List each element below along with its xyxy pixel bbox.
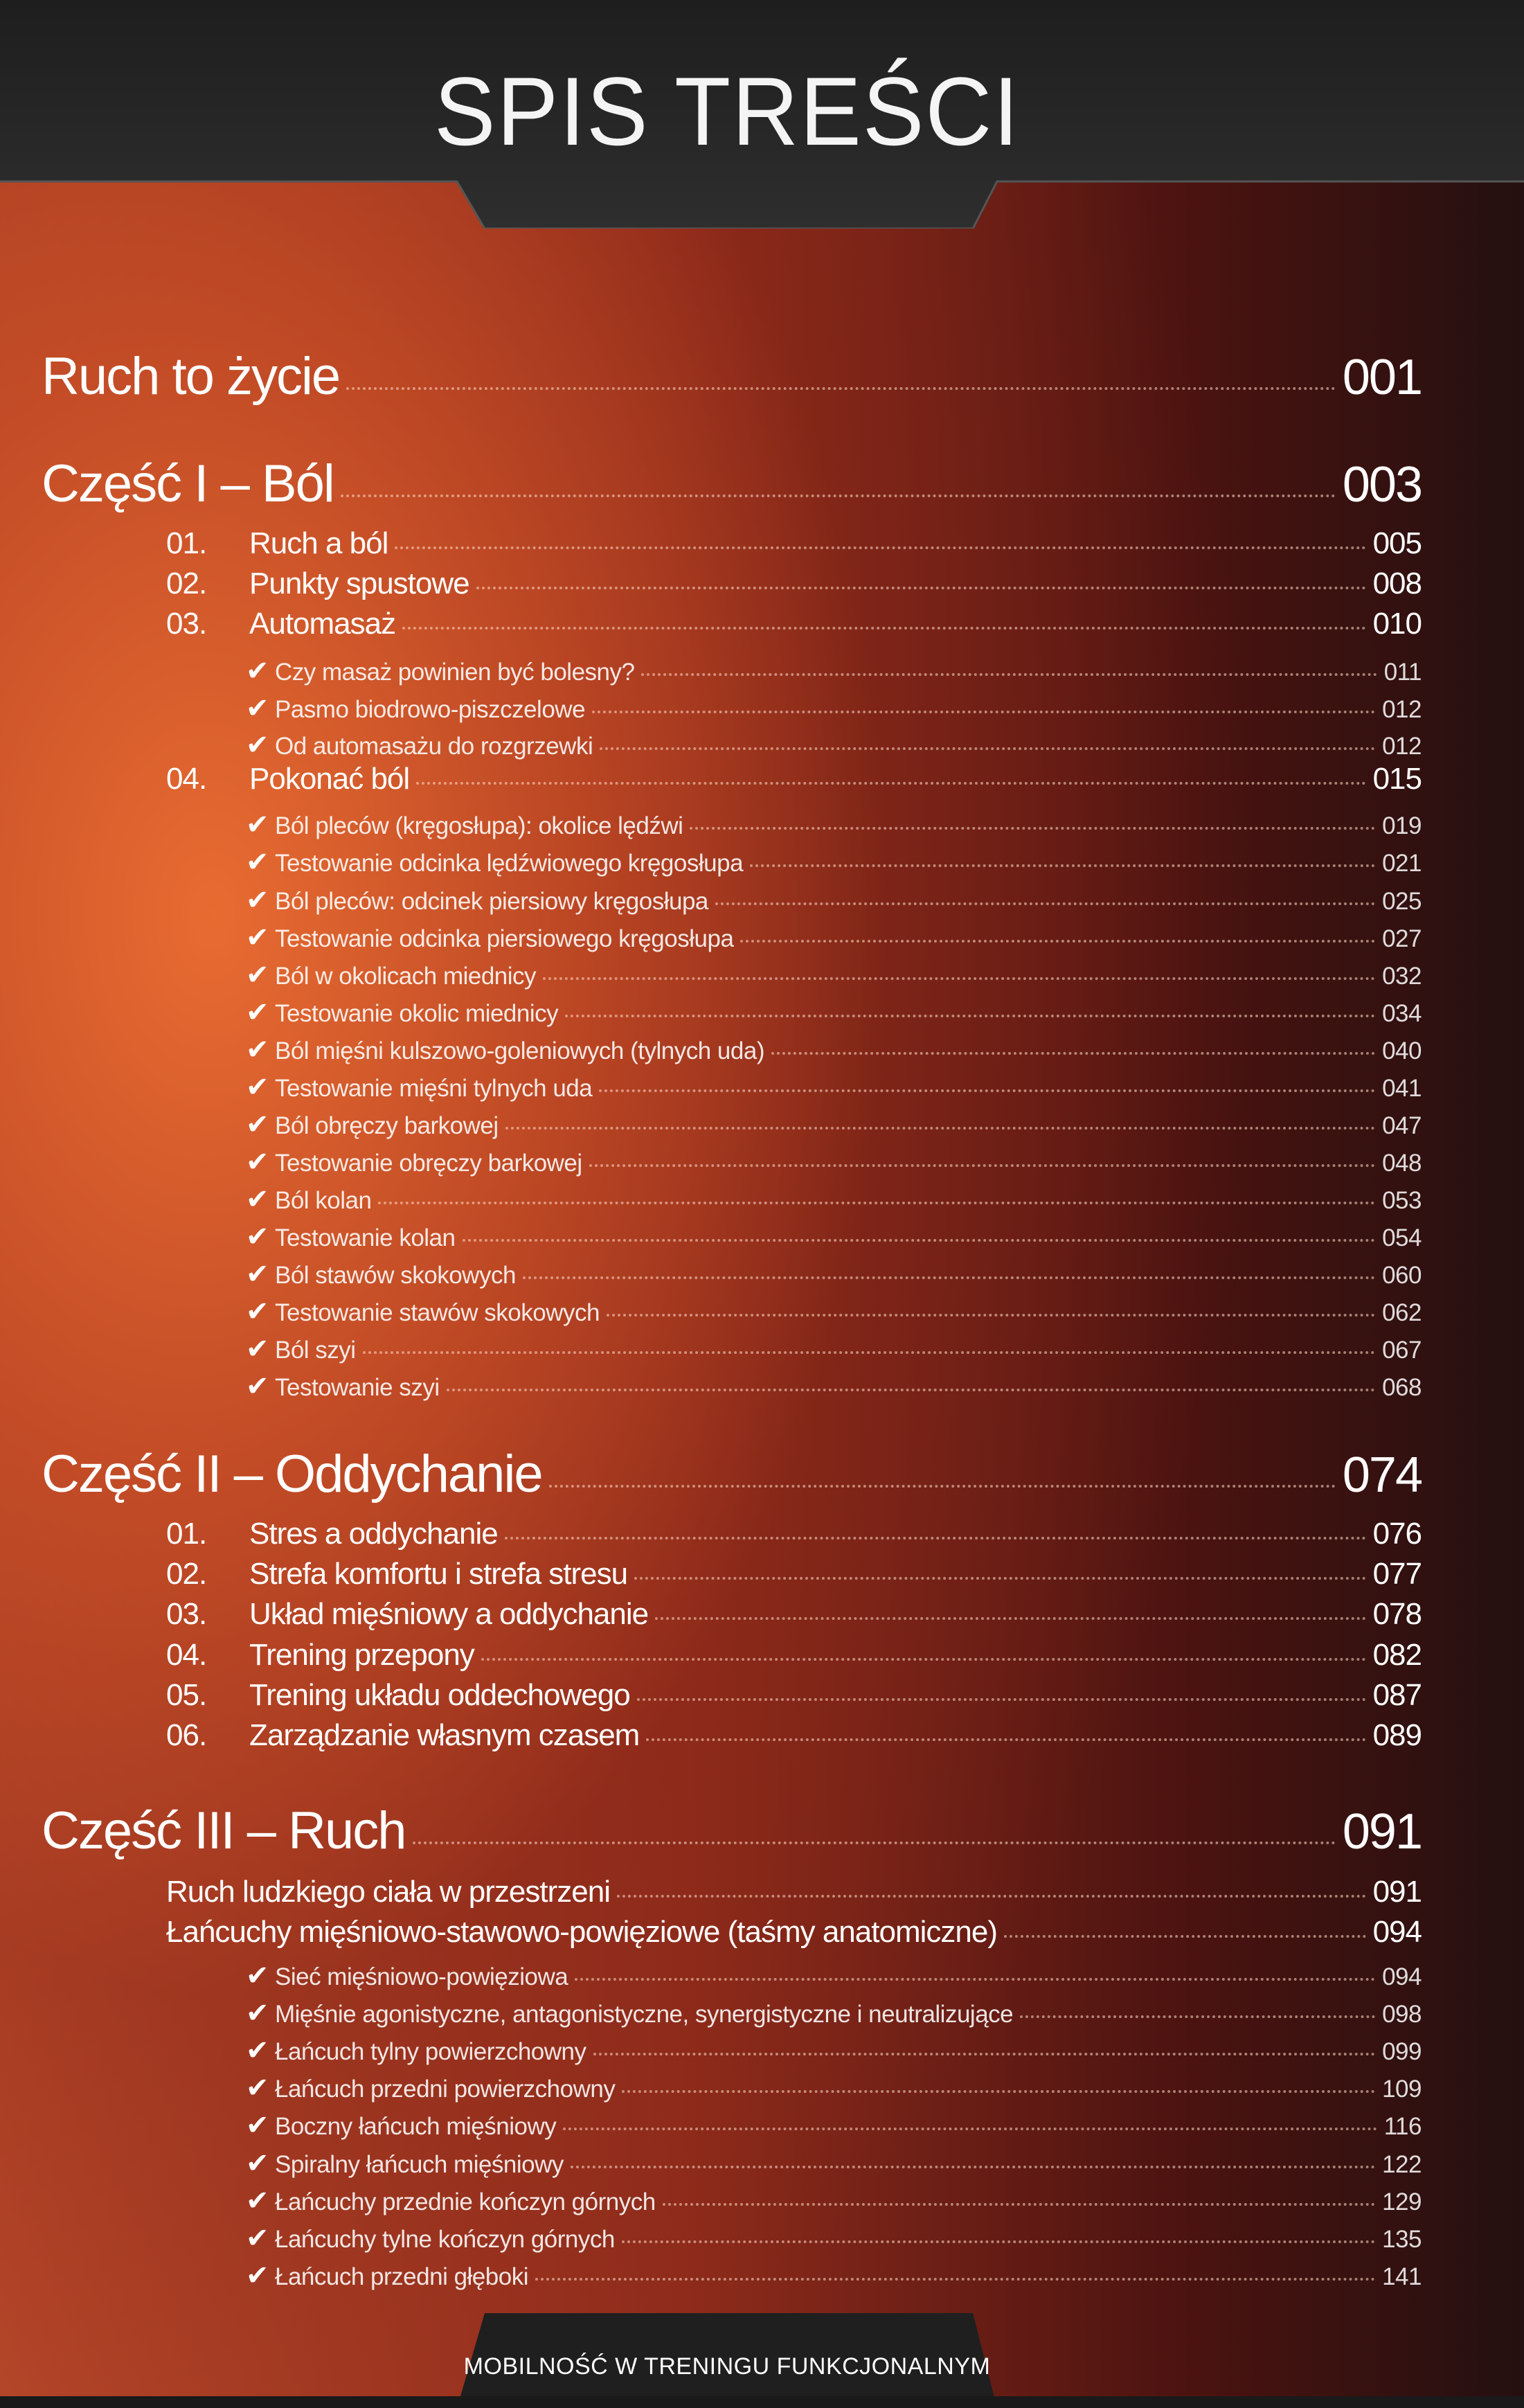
toc-page-number: 032 xyxy=(1382,963,1422,990)
checkmark-icon: ✔ xyxy=(246,847,269,877)
toc-entry xyxy=(166,762,1422,796)
toc-entry xyxy=(246,2110,1422,2141)
toc-page-number: 078 xyxy=(1372,1597,1422,1631)
toc-chapter-number: 03. xyxy=(166,607,207,641)
toc-entry-label xyxy=(246,1296,600,1328)
toc-entry-label xyxy=(246,2148,564,2179)
dot-leader xyxy=(599,1089,1375,1092)
toc-entry xyxy=(246,2185,1422,2217)
toc-entry-label xyxy=(246,959,536,991)
checkmark-icon: ✔ xyxy=(246,1035,269,1065)
toc-entry-title: Zarządzanie własnym czasem xyxy=(249,1718,640,1752)
toc-page-number: 008 xyxy=(1372,567,1422,600)
toc-entry-title: Testowanie kolan xyxy=(275,1224,456,1251)
toc-page-number: 089 xyxy=(1372,1718,1422,1752)
checkmark-icon: ✔ xyxy=(246,2035,269,2066)
toc-entry-title: Ból pleców (kręgosłupa): okolice lędźwi xyxy=(275,812,683,839)
toc-entry-title: Część II – Oddychanie xyxy=(42,1445,542,1504)
checkmark-icon: ✔ xyxy=(246,960,269,990)
toc-entry-label xyxy=(166,1678,630,1713)
toc-page-number: 012 xyxy=(1382,696,1422,723)
toc-entry-title: Trening przepony xyxy=(249,1638,474,1672)
toc-page-number: 027 xyxy=(1382,925,1422,952)
dot-leader xyxy=(663,2203,1375,2206)
checkmark-icon: ✔ xyxy=(246,1296,269,1327)
toc-entry-label xyxy=(166,1915,997,1950)
dot-leader xyxy=(622,2240,1375,2243)
toc-entry xyxy=(246,1371,1422,1402)
toc-entry-label xyxy=(246,2222,615,2254)
toc-page-number: 099 xyxy=(1382,2038,1422,2065)
toc-page-number: 025 xyxy=(1382,888,1422,915)
toc-chapter-number: 02. xyxy=(166,567,207,600)
toc-chapter-number: 01. xyxy=(166,526,207,560)
toc-entry-label xyxy=(166,1517,498,1551)
dot-leader xyxy=(575,1978,1375,1981)
dot-leader xyxy=(589,1164,1375,1167)
page-title: SPIS TREŚCI xyxy=(433,57,1021,166)
toc-entry xyxy=(42,1444,1422,1504)
toc-entry-title: Ból obręczy barkowej xyxy=(275,1112,499,1139)
toc-entry-title: Ból stawów skokowych xyxy=(275,1262,516,1289)
toc-page-number: 040 xyxy=(1382,1037,1422,1064)
toc-entry-label xyxy=(42,1801,406,1861)
toc-entry xyxy=(166,1597,1422,1632)
dot-leader xyxy=(607,1314,1375,1317)
dot-leader xyxy=(771,1052,1375,1055)
toc-entry-title: Trening układu oddechowego xyxy=(249,1678,630,1712)
toc-entry-label xyxy=(246,1960,568,1992)
toc-entry-label xyxy=(246,2035,586,2067)
dot-leader xyxy=(402,627,1365,630)
toc-entry xyxy=(246,1109,1422,1141)
checkmark-icon: ✔ xyxy=(246,1109,269,1140)
toc-entry xyxy=(246,1221,1422,1253)
toc-page-number: 047 xyxy=(1382,1112,1422,1139)
toc-entry-title: Testowanie odcinka piersiowego kręgosłupa xyxy=(275,925,734,952)
toc-page-number: 094 xyxy=(1382,1963,1422,1990)
toc-entry-label xyxy=(246,1034,764,1066)
toc-entry-label xyxy=(246,729,593,761)
dot-leader xyxy=(341,494,1336,497)
dot-leader xyxy=(413,1841,1336,1844)
toc-entry-title: Łańcuch przedni głęboki xyxy=(275,2263,528,2290)
checkmark-icon: ✔ xyxy=(246,730,269,760)
checkmark-icon: ✔ xyxy=(246,1998,269,2028)
dot-leader xyxy=(637,1698,1366,1701)
toc-entry xyxy=(246,1146,1422,1178)
dot-leader xyxy=(571,2166,1375,2168)
toc-entry-label xyxy=(246,693,585,724)
toc-page-number: 087 xyxy=(1372,1678,1422,1712)
toc-entry-title: Ból szyi xyxy=(275,1337,356,1364)
toc-entry-title: Ból kolan xyxy=(275,1187,372,1214)
toc-page-number: 010 xyxy=(1372,607,1422,641)
toc-page-number: 005 xyxy=(1372,526,1422,560)
dot-leader xyxy=(505,1127,1375,1130)
toc-entry-label xyxy=(166,762,409,796)
dot-leader xyxy=(416,782,1365,785)
dot-leader xyxy=(592,711,1375,713)
dot-leader xyxy=(481,1658,1366,1661)
toc-entry-label xyxy=(246,1258,516,1290)
toc-entry xyxy=(246,959,1422,991)
toc-page-number: 116 xyxy=(1383,2113,1422,2140)
toc-entry-label xyxy=(166,1875,610,1909)
toc-page-number: 109 xyxy=(1382,2076,1422,2103)
dot-leader xyxy=(523,1276,1375,1279)
toc-page-number: 122 xyxy=(1382,2151,1422,2178)
dot-leader xyxy=(634,1577,1365,1580)
toc-entry-label xyxy=(166,1597,648,1632)
toc-page-number: 053 xyxy=(1382,1187,1422,1214)
toc-page-number: 012 xyxy=(1382,733,1422,760)
toc-entry xyxy=(166,1875,1422,1909)
toc-page-number: 001 xyxy=(1342,350,1422,405)
toc-chapter-number: 03. xyxy=(166,1597,207,1631)
checkmark-icon: ✔ xyxy=(246,1259,269,1290)
dot-leader xyxy=(447,1389,1375,1391)
checkmark-icon: ✔ xyxy=(246,997,269,1028)
checkmark-icon: ✔ xyxy=(246,2186,269,2216)
toc-entry xyxy=(166,567,1422,601)
checkmark-icon: ✔ xyxy=(246,2260,269,2291)
toc-entry xyxy=(246,1184,1422,1215)
checkmark-icon: ✔ xyxy=(246,2148,269,2179)
toc-entry-title: Testowanie obręczy barkowej xyxy=(275,1150,582,1177)
checkmark-icon: ✔ xyxy=(246,693,269,724)
toc-entry-title: Układ mięśniowy a oddychanie xyxy=(249,1597,649,1631)
toc-entry-label xyxy=(166,526,388,561)
dot-leader xyxy=(617,1895,1366,1898)
checkmark-icon: ✔ xyxy=(246,810,269,840)
toc-page-number: 135 xyxy=(1382,2226,1422,2253)
toc-entry xyxy=(42,1801,1422,1861)
toc-entry-label xyxy=(166,1638,474,1673)
toc-entry-title: Część I – Ból xyxy=(42,454,334,513)
dot-leader xyxy=(641,673,1377,676)
toc-entry-label xyxy=(166,607,395,641)
toc-entry xyxy=(246,1034,1422,1066)
checkmark-icon: ✔ xyxy=(246,1334,269,1364)
dot-leader xyxy=(549,1485,1336,1488)
toc-entry-title: Testowanie mięśni tylnych uda xyxy=(275,1075,593,1102)
dot-leader xyxy=(563,2128,1377,2130)
toc-entry xyxy=(42,454,1422,514)
toc-entry-label xyxy=(42,454,334,514)
toc-entry-title: Łańcuchy tylne kończyn górnych xyxy=(275,2226,615,2253)
toc-entry xyxy=(246,1296,1422,1328)
dot-leader xyxy=(378,1202,1375,1204)
toc-entry-title: Testowanie okolic miednicy xyxy=(275,1000,559,1027)
toc-entry-label xyxy=(166,1557,627,1591)
toc-page-number: 048 xyxy=(1382,1150,1422,1177)
toc-page-number: 098 xyxy=(1382,2001,1422,2028)
toc-entry xyxy=(166,1557,1422,1591)
checkmark-icon: ✔ xyxy=(246,885,269,916)
toc-page-number: 074 xyxy=(1342,1447,1422,1503)
toc-entry xyxy=(246,2222,1422,2254)
dot-leader xyxy=(622,2090,1375,2093)
toc-entry-title: Część III – Ruch xyxy=(42,1801,406,1860)
toc-chapter-number: 05. xyxy=(166,1678,207,1712)
toc-page-number: 019 xyxy=(1382,812,1422,839)
dot-leader xyxy=(690,827,1375,830)
toc-page-number: 067 xyxy=(1382,1337,1422,1364)
toc-entry-label xyxy=(246,1109,499,1141)
checkmark-icon: ✔ xyxy=(246,656,269,686)
toc-page-number: 021 xyxy=(1382,850,1422,877)
dot-leader xyxy=(1004,1935,1366,1938)
toc-entry-label xyxy=(246,2072,615,2104)
toc-entry xyxy=(166,1517,1422,1551)
toc-entry-label xyxy=(246,655,634,687)
toc-entry xyxy=(246,846,1422,878)
dot-leader xyxy=(593,2053,1376,2055)
toc-entry-label xyxy=(246,846,743,878)
toc-entry-title: Pasmo biodrowo-piszczelowe xyxy=(275,696,586,723)
toc-entry-title: Czy masaż powinien być bolesny? xyxy=(275,659,635,686)
toc-page-number: 082 xyxy=(1372,1638,1422,1672)
dot-leader xyxy=(346,387,1336,390)
toc-entry-label xyxy=(246,1997,1013,2029)
toc-entry-title: Łańcuchy przednie kończyn górnych xyxy=(275,2188,656,2215)
toc-entry xyxy=(166,526,1422,561)
dot-leader xyxy=(715,902,1375,905)
toc-entry-label xyxy=(246,2260,528,2292)
toc-entry-label xyxy=(246,1184,371,1215)
toc-entry-label xyxy=(246,1333,356,1365)
toc-page-number: 062 xyxy=(1382,1299,1422,1326)
toc-entry-label xyxy=(42,346,339,407)
dot-leader xyxy=(1020,2015,1375,2018)
toc-chapter-number: 04. xyxy=(166,1638,207,1672)
dot-leader xyxy=(363,1351,1376,1354)
toc-entry xyxy=(246,884,1422,916)
toc-entry-label xyxy=(246,1221,456,1253)
checkmark-icon: ✔ xyxy=(246,2110,269,2141)
toc-chapter-number: 04. xyxy=(166,762,207,796)
toc-page-number: 129 xyxy=(1382,2188,1422,2215)
toc-entry xyxy=(246,655,1422,687)
toc-entry-label xyxy=(246,1371,440,1402)
toc-entry-title: Strefa komfortu i strefa stresu xyxy=(249,1557,628,1591)
checkmark-icon: ✔ xyxy=(246,1184,269,1215)
dot-leader xyxy=(543,977,1375,980)
toc-entry-label xyxy=(166,567,469,601)
toc-page-number: 041 xyxy=(1382,1075,1422,1102)
toc-chapter-number: 02. xyxy=(166,1557,207,1591)
dot-leader xyxy=(600,747,1375,750)
toc-page-number: 060 xyxy=(1382,1262,1422,1289)
toc-entry-title: Ruch ludzkiego ciała w przestrzeni xyxy=(166,1875,610,1909)
toc-entry-title: Punkty spustowe xyxy=(249,567,469,600)
toc-entry xyxy=(246,997,1422,1028)
toc-page-number: 003 xyxy=(1342,457,1422,512)
toc-entry xyxy=(166,1915,1422,1950)
toc-entry-title: Łańcuchy mięśniowo-stawowo-powięziowe (taśmy anatomiczne) xyxy=(166,1915,997,1949)
toc-entry-label xyxy=(246,922,733,954)
toc-entry-title: Ból mięśni kulszowo-goleniowych (tylnych uda) xyxy=(275,1037,764,1064)
checkmark-icon: ✔ xyxy=(246,1147,269,1177)
dot-leader xyxy=(535,2278,1375,2281)
toc-entry-title: Ruch a ból xyxy=(249,526,388,560)
dot-leader xyxy=(395,546,1365,549)
toc-entry xyxy=(246,1997,1422,2029)
toc-entry xyxy=(246,922,1422,954)
toc-entry-title: Ból w okolicach miednicy xyxy=(275,963,537,990)
toc-entry xyxy=(246,1258,1422,1290)
dot-leader xyxy=(740,940,1375,943)
toc-entry-title: Testowanie stawów skokowych xyxy=(275,1299,600,1326)
toc-entry-title: Mięśnie agonistyczne, antagonistyczne, synergistyczne i neutralizujące xyxy=(275,2001,1014,2028)
toc-page-number: 034 xyxy=(1382,1000,1422,1027)
dot-leader xyxy=(750,864,1375,867)
toc-entry-title: Od automasażu do rozgrzewki xyxy=(275,733,593,760)
toc-page-number: 015 xyxy=(1372,762,1422,796)
toc-entry-title: Sieć mięśniowo-powięziowa xyxy=(275,1963,568,1990)
checkmark-icon: ✔ xyxy=(246,1371,269,1402)
toc-entry-label xyxy=(42,1444,542,1504)
toc-entry xyxy=(246,2148,1422,2179)
toc-chapter-number: 01. xyxy=(166,1517,207,1551)
toc-page-number: 091 xyxy=(1372,1875,1422,1909)
dot-leader xyxy=(655,1617,1365,1620)
dot-leader xyxy=(646,1738,1365,1741)
toc-entry xyxy=(166,1678,1422,1713)
toc-page-number: 091 xyxy=(1342,1804,1422,1859)
toc-entry xyxy=(246,809,1422,841)
toc-page-number: 076 xyxy=(1372,1517,1422,1551)
toc-page-number: 054 xyxy=(1382,1224,1422,1251)
toc-page-number: 094 xyxy=(1372,1915,1422,1949)
toc-entry-title: Pokonać ból xyxy=(249,762,410,796)
toc-page-number: 077 xyxy=(1372,1557,1422,1591)
toc-entry xyxy=(246,693,1422,724)
toc-entry xyxy=(246,1960,1422,1992)
toc-entry-label xyxy=(246,1071,592,1103)
checkmark-icon: ✔ xyxy=(246,2223,269,2254)
toc-entry-title: Testowanie odcinka lędźwiowego kręgosłupa xyxy=(275,850,744,877)
toc-entry xyxy=(246,2260,1422,2292)
toc-entry-title: Boczny łańcuch mięśniowy xyxy=(275,2113,557,2140)
toc-chapter-number: 06. xyxy=(166,1718,207,1752)
toc-entry xyxy=(246,1333,1422,1365)
toc-entry-label xyxy=(246,884,708,916)
toc-entry-title: Automasaż xyxy=(249,607,396,641)
checkmark-icon: ✔ xyxy=(246,1961,269,1991)
toc-entry-label xyxy=(246,2110,556,2141)
toc-entry-title: Łańcuch tylny powierzchowny xyxy=(275,2038,586,2065)
checkmark-icon: ✔ xyxy=(246,922,269,953)
footer-title: MOBILNOŚĆ W TRENINGU FUNKCJONALNYM xyxy=(463,2353,991,2380)
checkmark-icon: ✔ xyxy=(246,2073,269,2103)
toc-entry xyxy=(246,1071,1422,1103)
checkmark-icon: ✔ xyxy=(246,1072,269,1103)
toc-entry xyxy=(166,607,1422,641)
dot-leader xyxy=(565,1015,1375,1017)
toc-entry-label xyxy=(246,997,558,1028)
toc-page-number: 068 xyxy=(1382,1374,1422,1401)
toc-entry xyxy=(166,1718,1422,1753)
toc-entry xyxy=(166,1638,1422,1673)
toc-entry-title: Ból pleców: odcinek piersiowy kręgosłupa xyxy=(275,888,708,915)
toc-entry-title: Spiralny łańcuch mięśniowy xyxy=(275,2151,564,2178)
toc-page-number: 141 xyxy=(1382,2263,1422,2290)
dot-leader xyxy=(463,1239,1376,1242)
dot-leader xyxy=(476,587,1366,589)
checkmark-icon: ✔ xyxy=(246,1222,269,1252)
toc-entry-title: Ruch to życie xyxy=(42,347,340,406)
dot-leader xyxy=(505,1537,1366,1540)
toc-page-number: 011 xyxy=(1383,659,1422,686)
toc-entry-label xyxy=(246,1146,582,1178)
toc-entry xyxy=(246,729,1422,761)
toc-entry-label xyxy=(246,809,683,841)
toc-entry-title: Łańcuch przedni powierzchowny xyxy=(275,2076,616,2103)
toc-entry xyxy=(42,346,1422,407)
toc-entry xyxy=(246,2035,1422,2067)
toc-entry-title: Stres a oddychanie xyxy=(249,1517,498,1551)
footer-banner xyxy=(0,2313,1524,2408)
toc-entry-title: Testowanie szyi xyxy=(275,1374,440,1401)
toc-entry xyxy=(246,2072,1422,2104)
toc-entry-label xyxy=(246,2185,656,2217)
toc-entry-label xyxy=(166,1718,639,1753)
